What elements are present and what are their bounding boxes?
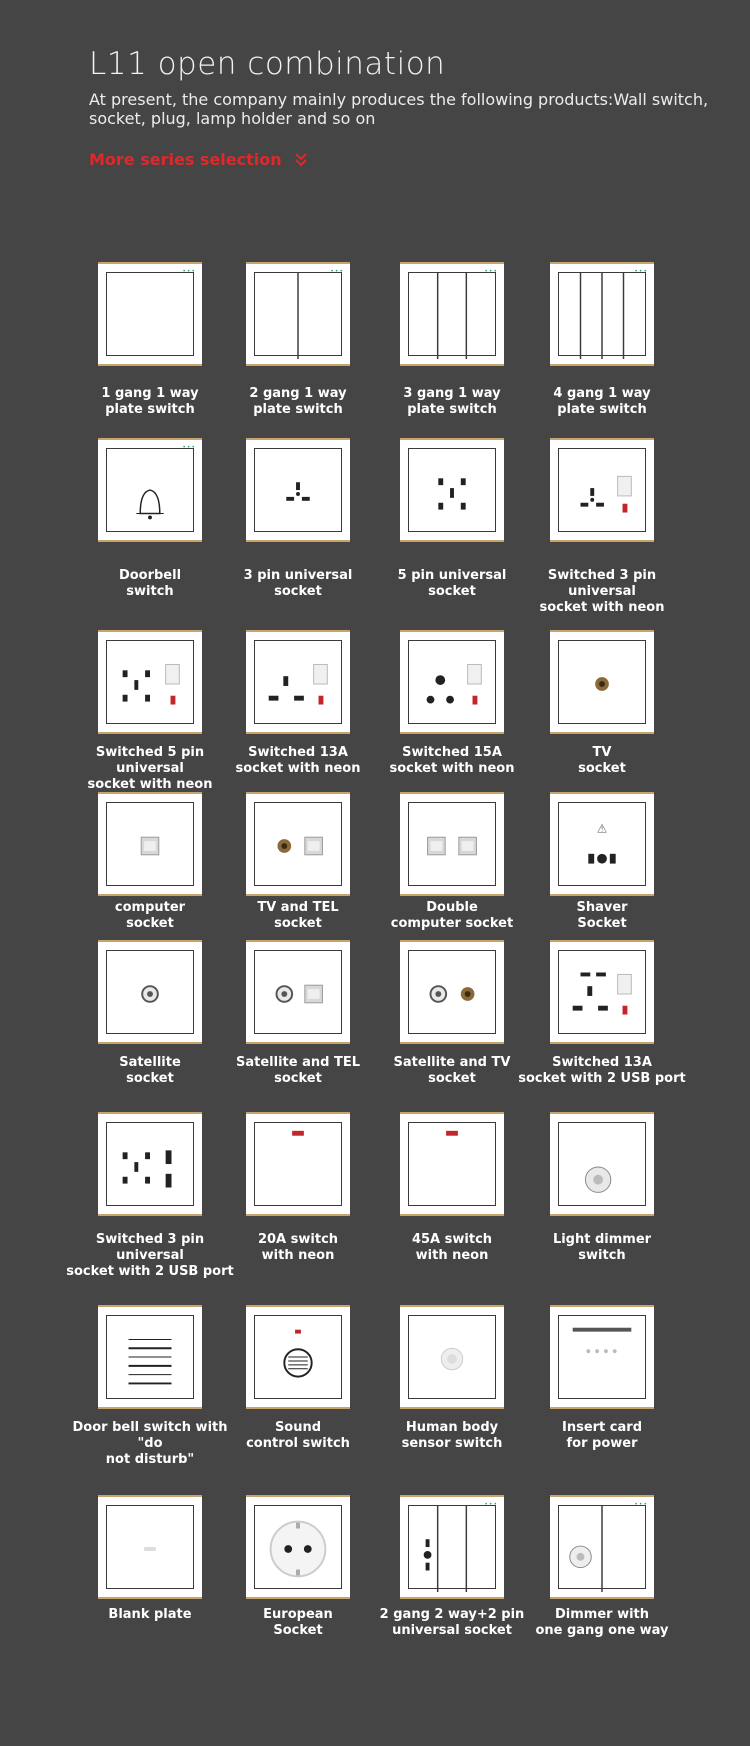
plate-frame [408,802,496,886]
plate-frame [106,802,194,886]
plate-frame [558,950,646,1034]
tv-tel-socket-icon [255,803,341,889]
product-label: 2 gang 2 way+2 pin universal socket [379,1607,525,1638]
product-plate [400,1495,504,1599]
product-label: computer socket [114,900,186,931]
plate-frame [558,272,646,356]
product-plate [246,1112,350,1216]
product-label: 45A switch with neon [411,1232,493,1263]
product-label: Switched 3 pin universal socket with neon [539,568,665,615]
plate-frame [558,640,646,724]
switched-13a-usb-socket-icon [559,951,645,1037]
plate-frame [254,448,342,532]
switched-15a-socket-icon [409,641,495,727]
one-gang-switch-icon [107,273,193,359]
product-label: Shaver Socket [576,900,628,931]
indicator-leds-icon: ••• [330,268,344,275]
product-plate [246,1495,350,1599]
plate-frame [558,802,646,886]
product-plate [550,1112,654,1216]
satellite-socket-icon [107,951,193,1037]
plate-frame [558,448,646,532]
product-plate [98,262,202,366]
more-series-link[interactable] [89,150,306,169]
product-label: 1 gang 1 way plate switch [101,386,199,417]
product-plate [98,940,202,1044]
product-plate [98,438,202,542]
blank-plate-icon [107,1506,193,1592]
double-chevron-down-icon [294,152,306,168]
doorbell-icon [107,449,193,535]
product-plate [400,262,504,366]
product-plate [400,792,504,896]
product-plate [550,1495,654,1599]
plate-frame [254,802,342,886]
product-label: 4 gang 1 way plate switch [553,386,651,417]
product-label: Switched 3 pin universal socket with 2 USB port [66,1232,234,1279]
plate-frame [408,1122,496,1206]
product-plate [400,940,504,1044]
switched-three-pin-socket-icon [559,449,645,535]
four-gang-switch-icon [559,273,645,359]
switched-five-pin-socket-icon [107,641,193,727]
product-label: TV and TEL socket [257,900,339,931]
sensor-switch-icon [409,1316,495,1402]
plate-frame [408,1315,496,1399]
plate-frame [106,448,194,532]
three-pin-socket-icon [255,449,341,535]
product-label: 2 gang 1 way plate switch [249,386,347,417]
plate-frame [106,272,194,356]
page-header [89,44,709,128]
tv-socket-icon [559,641,645,727]
product-label: Dimmer with one gang one way [535,1607,669,1638]
product-plate [550,940,654,1044]
do-not-disturb-switch-icon [107,1316,193,1402]
plate-frame [106,950,194,1034]
three-gang-switch-icon [409,273,495,359]
product-plate [98,1495,202,1599]
product-plate [98,630,202,734]
plate-frame [254,1505,342,1589]
product-label: Sound control switch [246,1420,350,1451]
product-plate [550,1305,654,1409]
product-plate [550,438,654,542]
plate-frame [408,272,496,356]
product-label: Switched 15A socket with neon [389,745,515,776]
plate-frame [254,950,342,1034]
plate-frame [254,1122,342,1206]
indicator-leds-icon: ••• [182,444,196,451]
light-dimmer-icon [559,1123,645,1209]
switched-three-pin-usb-socket-icon [107,1123,193,1209]
shaver-socket-icon [559,803,645,889]
product-label: Door bell switch with "do not disturb" [72,1420,228,1467]
product-plate [246,940,350,1044]
product-label: Double computer socket [390,900,514,931]
svg-text:⚠: ⚠ [596,821,608,836]
product-plate [550,792,654,896]
plate-frame [254,1315,342,1399]
product-plate [400,438,504,542]
page-subtitle: At present, the company mainly produces the following products:Wall switch, socket, plug, lamp holder and so on [89,90,709,128]
plate-frame [408,448,496,532]
product-label: European Socket [263,1607,333,1638]
indicator-leds-icon: ••• [634,1501,648,1508]
product-label: Blank plate [108,1607,192,1622]
product-plate [400,630,504,734]
plate-frame [106,1122,194,1206]
indicator-leds-icon: ••• [484,268,498,275]
plate-frame [408,950,496,1034]
product-label: 3 gang 1 way plate switch [403,386,501,417]
product-plate [246,792,350,896]
product-label: 5 pin universal socket [397,568,507,599]
dimmer-one-gang-icon [559,1506,645,1592]
product-label: Insert card for power [562,1420,642,1451]
plate-frame [408,1505,496,1589]
product-plate [550,262,654,366]
switched-13a-socket-icon [255,641,341,727]
product-plate [550,630,654,734]
product-plate [98,1305,202,1409]
product-plate [246,262,350,366]
satellite-tel-socket-icon [255,951,341,1037]
product-plate [98,792,202,896]
sound-control-switch-icon [255,1316,341,1402]
satellite-tv-socket-icon [409,951,495,1037]
product-label: Light dimmer switch [552,1232,652,1263]
indicator-leds-icon: ••• [484,1501,498,1508]
more-series-label: More series selection [89,150,282,169]
switch-45a-neon-icon [409,1123,495,1209]
product-label: Satellite socket [119,1055,181,1086]
product-plate [400,1112,504,1216]
page-title: L11 open combination [89,46,446,82]
computer-socket-icon [107,803,193,889]
two-gang-two-pin-socket-icon [409,1506,495,1592]
card-power-switch-icon [559,1316,645,1402]
product-plate [246,630,350,734]
product-label: Switched 13A socket with 2 USB port [518,1055,686,1086]
product-label: Switched 13A socket with neon [235,745,361,776]
product-label: 3 pin universal socket [243,568,353,599]
plate-frame [558,1505,646,1589]
product-plate [246,1305,350,1409]
plate-frame [558,1315,646,1399]
plate-frame [254,272,342,356]
plate-frame [106,1505,194,1589]
product-label: Switched 5 pin universal socket with neon [87,745,213,792]
product-label: Human body sensor switch [401,1420,503,1451]
product-label: Satellite and TV socket [393,1055,511,1086]
indicator-leds-icon: ••• [634,268,648,275]
five-pin-socket-icon [409,449,495,535]
product-plate [400,1305,504,1409]
product-label: TV socket [578,745,626,776]
indicator-leds-icon: ••• [182,268,196,275]
plate-frame [254,640,342,724]
product-label: Doorbell switch [118,568,182,599]
double-computer-socket-icon [409,803,495,889]
product-label: 20A switch with neon [257,1232,339,1263]
plate-frame [408,640,496,724]
product-plate [246,438,350,542]
product-plate [98,1112,202,1216]
plate-frame [558,1122,646,1206]
plate-frame [106,640,194,724]
european-socket-icon [255,1506,341,1592]
product-label: Satellite and TEL socket [236,1055,360,1086]
plate-frame [106,1315,194,1399]
switch-20a-neon-icon [255,1123,341,1209]
two-gang-switch-icon [255,273,341,359]
